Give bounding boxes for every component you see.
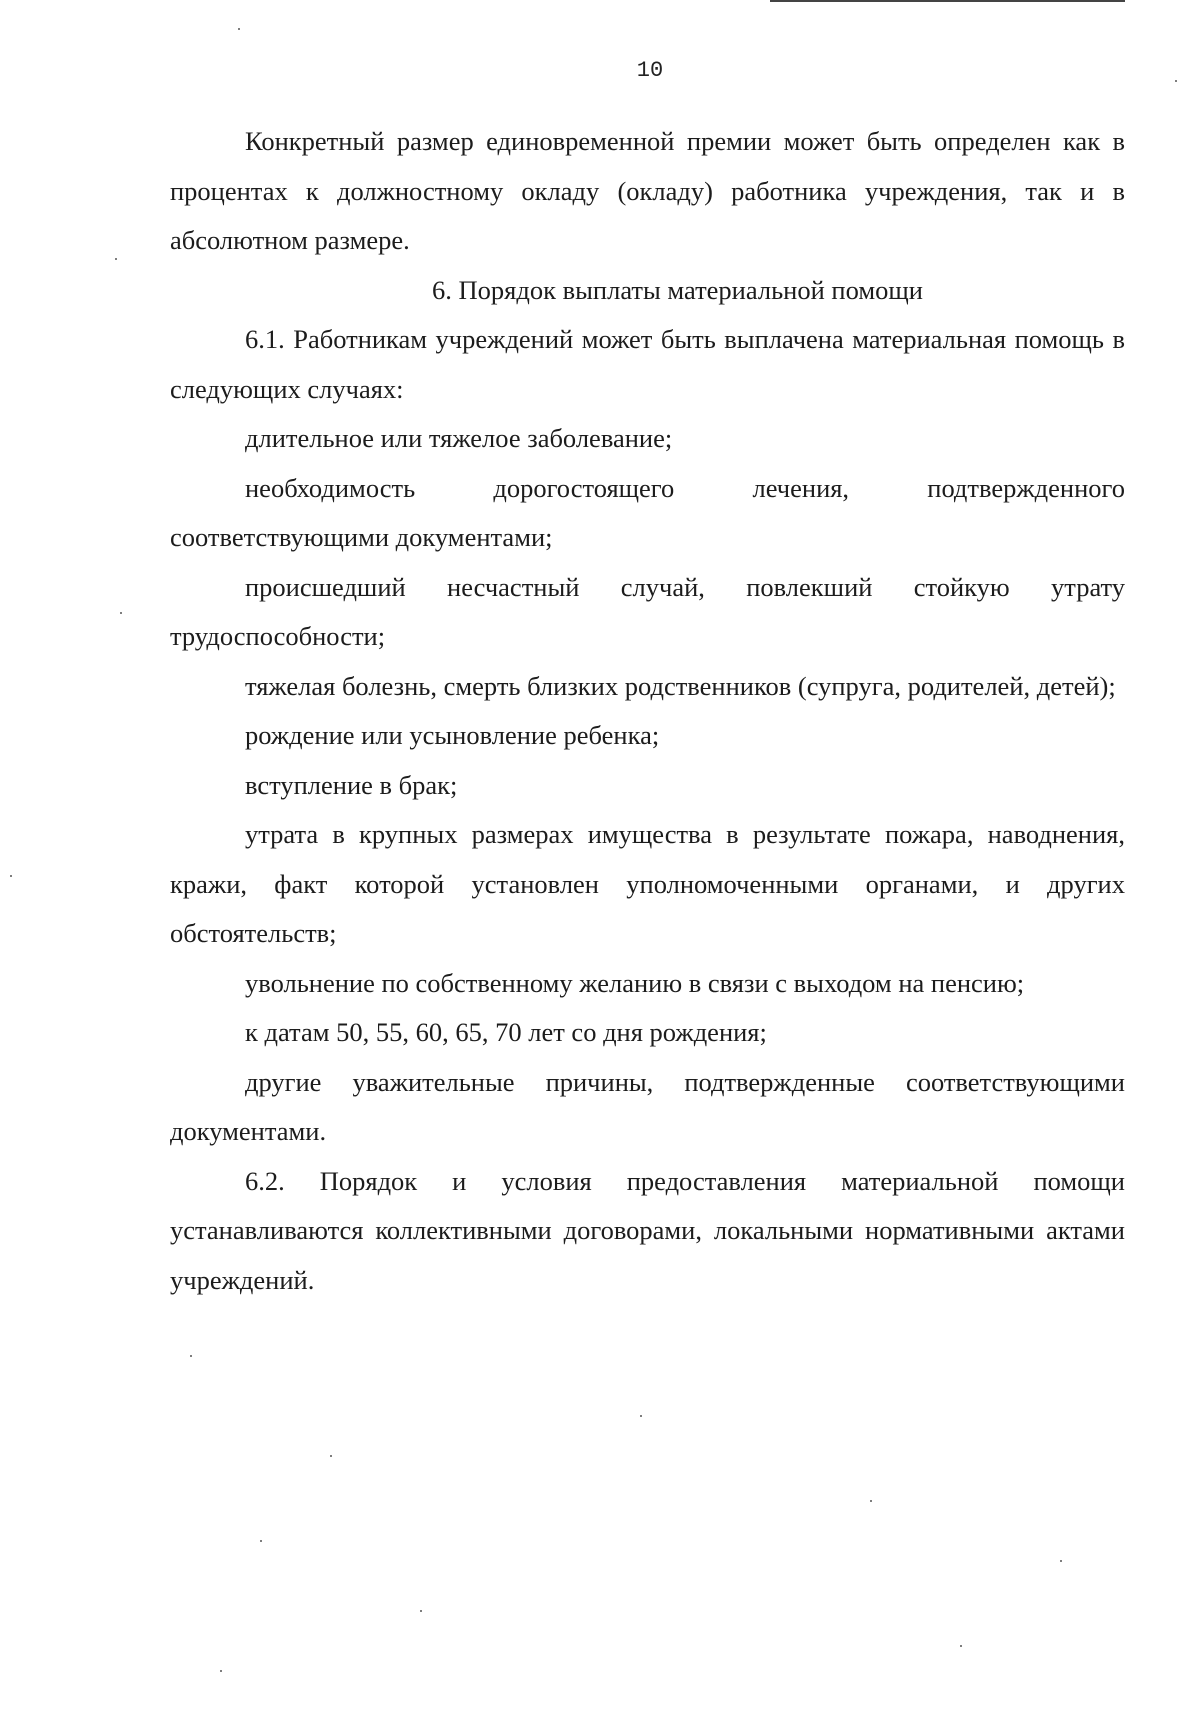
clause-6-2: 6.2. Порядок и условия предоставления материальной помощи устанавливаются коллективными договорами, локальными нормативными актами учреждений. xyxy=(170,1165,1125,1295)
bonus-size-paragraph: Конкретный размер единовременной премии может быть определен как в процентах к должностному окладу (окладу) работника учреждения, так и в абсолютном размере. xyxy=(170,126,1125,255)
scan-speck xyxy=(260,1540,262,1542)
scan-speck xyxy=(10,875,12,877)
scan-speck xyxy=(120,612,122,614)
list-item: вступление в брак; xyxy=(245,769,458,800)
scan-speck xyxy=(960,1645,962,1647)
scan-speck xyxy=(220,1670,222,1672)
list-item: к датам 50, 55, 60, 65, 70 лет со дня рождения; xyxy=(245,1017,767,1047)
scan-speck xyxy=(1175,80,1177,82)
clause-6-1-intro: 6.1. Работникам учреждений может быть выплачена материальная помощь в следующих случаях: xyxy=(170,324,1125,404)
list-item: длительное или тяжелое заболевание; xyxy=(245,423,673,453)
scan-speck xyxy=(115,258,117,260)
section-heading: 6. Порядок выплаты материальной помощи xyxy=(432,274,923,305)
scan-speck xyxy=(640,1415,642,1417)
scan-speck xyxy=(1060,1560,1062,1562)
list-item: утрата в крупных размерах имущества в результате пожара, наводнения, кражи, факт которой установлен уполномоченными органами, и других обстоятельств; xyxy=(170,819,1125,948)
scan-speck xyxy=(330,1455,332,1457)
document-body xyxy=(170,117,1125,1305)
page-number: 10 xyxy=(636,58,664,83)
list-item: тяжелая болезнь, смерть близких родственников (супруга, родителей, детей); xyxy=(245,670,1116,701)
list-item: увольнение по собственному желанию в связи с выходом на пенсию; xyxy=(245,967,1025,998)
scan-speck xyxy=(870,1500,872,1502)
list-item: другие уважительные причины, подтвержденные соответствующими документами. xyxy=(170,1066,1125,1146)
scan-speck xyxy=(420,1610,422,1612)
scan-speck xyxy=(190,1355,192,1357)
scan-edge-line xyxy=(770,0,1125,2)
list-item: рождение или усыновление ребенка; xyxy=(245,720,660,750)
list-item: необходимость дорогостоящего лечения, подтвержденного соответствующими документами; xyxy=(170,472,1125,552)
scan-speck xyxy=(238,28,240,30)
list-item: происшедший несчастный случай, повлекший стойкую утрату трудоспособности; xyxy=(170,571,1125,651)
